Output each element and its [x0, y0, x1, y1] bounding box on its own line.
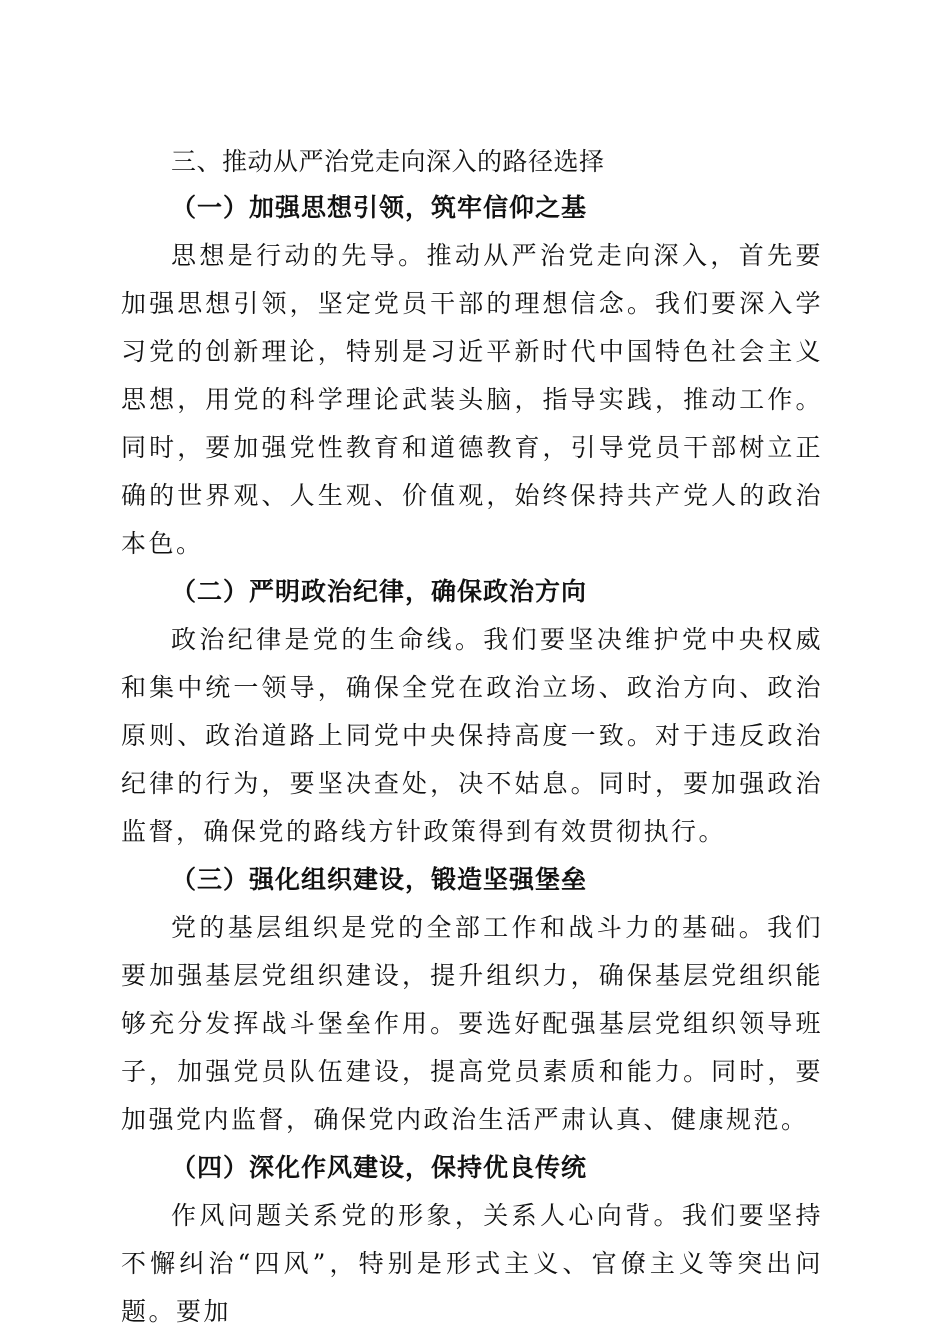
subsection-heading-3: （三）强化组织建设，锻造坚强堡垒: [171, 865, 588, 894]
section-title: 三、推动从严治党走向深入的路径选择: [171, 147, 605, 176]
subsection-body-1: 思想是行动的先导。推动从严治党走向深入，首先要加强思想引领，坚定党员干部的理想信念。我们要深入学习党的创新理论，特别是习近平新时代中国特色社会主义思想，用党的科学理论武装头脑，指导实践，推动工作。同时，要加强党性教育和道德教育，引导党员干部树立正确的世界观、人生观、价值观，始终保持共产党人的政治本色。: [121, 241, 823, 558]
subsection-body-3: 党的基层组织是党的全部工作和战斗力的基础。我们要加强基层党组织建设，提升组织力，确保基层党组织能够充分发挥战斗堡垒作用。要选好配强基层党组织领导班子，加强党员队伍建设，提高党员素质和能力。同时，要加强党内监督，确保党内政治生活严肃认真、健康规范。: [121, 913, 823, 1134]
document-body: [121, 140, 823, 1336]
subsection-body-2: 政治纪律是党的生命线。我们要坚决维护党中央权威和集中统一领导，确保全党在政治立场、政治方向、政治原则、政治道路上同党中央保持高度一致。对于违反政治纪律的行为，要坚决查处，决不姑息。同时，要加强政治监督，确保党的路线方针政策得到有效贯彻执行。: [121, 625, 823, 846]
subsection-body-4: 作风问题关系党的形象，关系人心向背。我们要坚持不懈纠治“四风”，特别是形式主义、官僚主义等突出问题。要加: [121, 1201, 823, 1326]
subsection-heading-1: （一）加强思想引领，筑牢信仰之基: [171, 193, 588, 222]
subsection-heading-2: （二）严明政治纪律，确保政治方向: [171, 577, 588, 606]
subsection-heading-4: （四）深化作风建设，保持优良传统: [171, 1153, 588, 1182]
